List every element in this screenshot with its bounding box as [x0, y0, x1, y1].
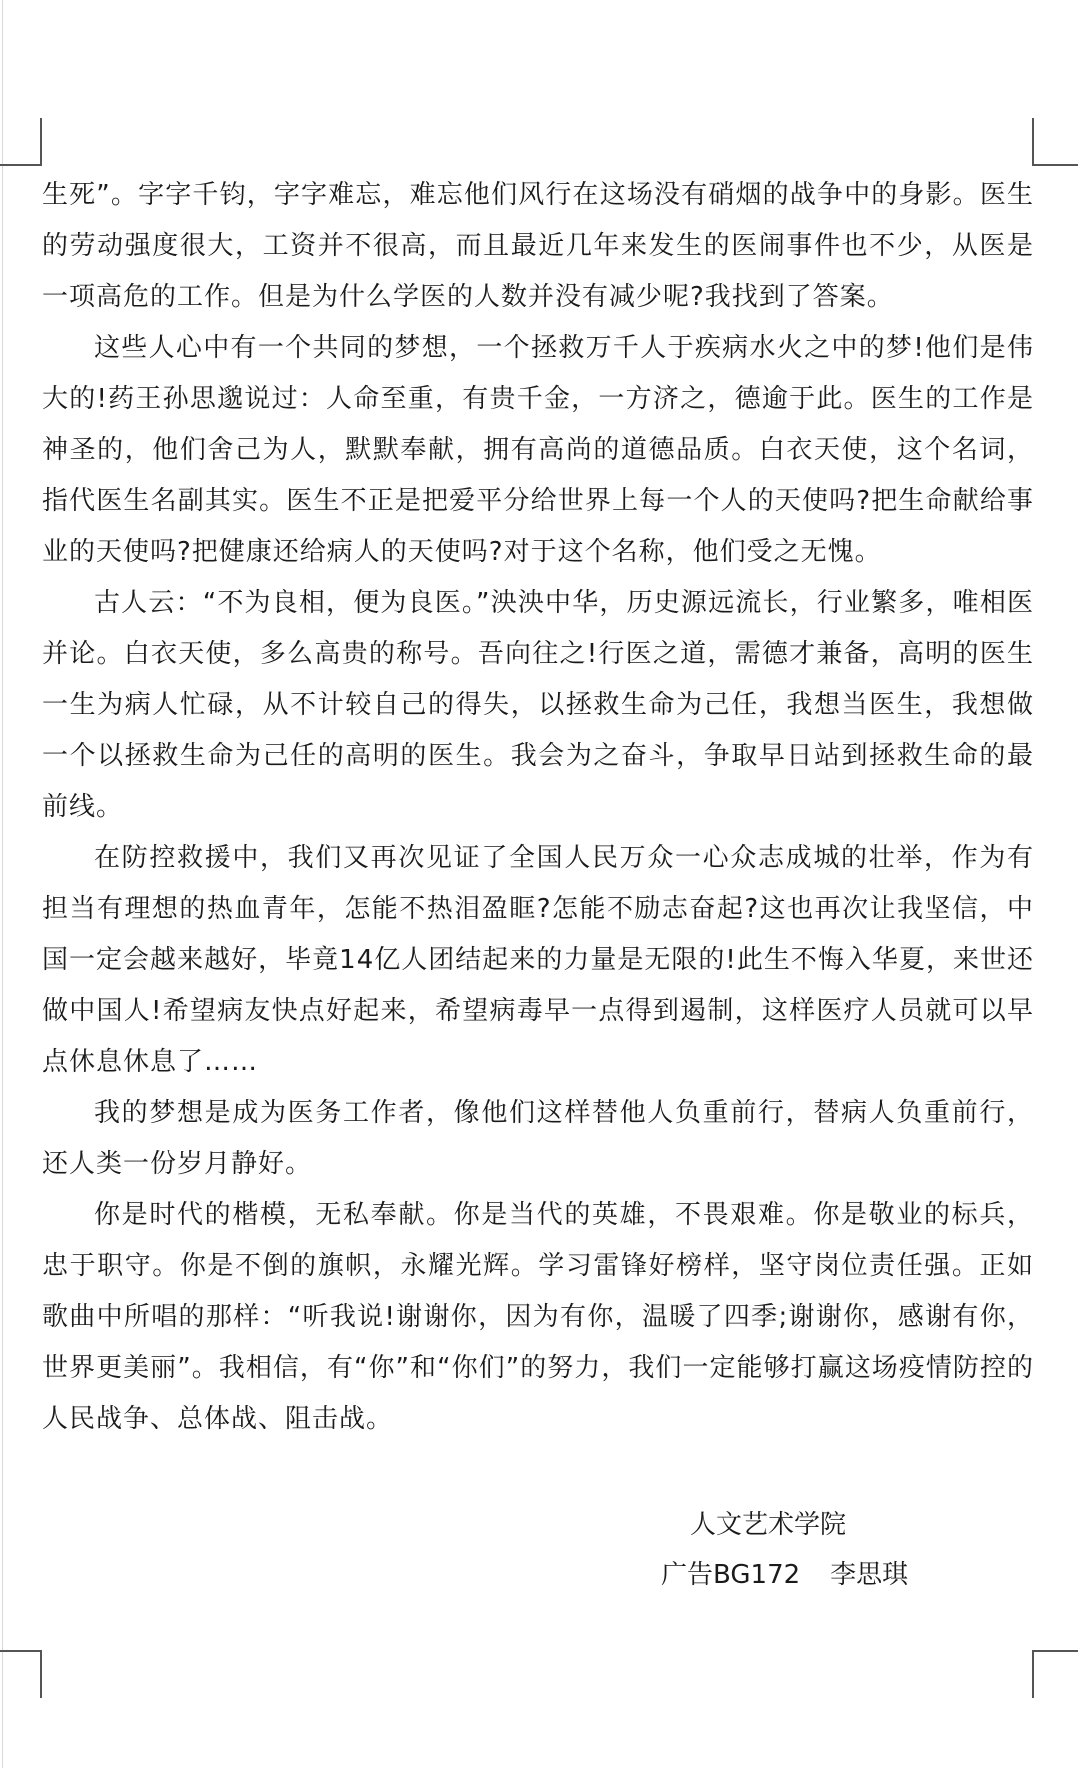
crop-mark-top-right — [1032, 118, 1078, 166]
paragraph-2: 这些人心中有一个共同的梦想，一个拯救万千人于疾病水火之中的梦!他们是伟大的!药王孙思邈说过：人命至重，有贵千金，一方济之，德逾于此。医生的工作是神圣的，他们舍己为人，默默奉献，拥有高尚的道德品质。白衣天使，这个名词，指代医生名副其实。医生不正是把爱平分给世界上每一个人的天使吗?把生命献给事业的天使吗?把健康还给病人的天使吗?对于这个名称，他们受之无愧。 — [42, 333, 1034, 567]
paragraph-6: 你是时代的楷模，无私奉献。你是当代的英雄，不畏艰难。你是敬业的标兵，忠于职守。你是不倒的旗帜，永耀光辉。学习雷锋好榜样，坚守岗位责任强。正如歌曲中所唱的那样：“听我说!谢谢你，因为有你，温暖了四季;谢谢你，感谢有你，世界更美丽”。我相信，有“你”和“你们”的努力，我们一定能够打赢这场疫情防控的人民战争、总体战、阻击战。 — [42, 1200, 1034, 1434]
page-edge-line — [2, 0, 3, 1768]
signature-class: 广告BG172 — [661, 1560, 801, 1590]
crop-mark-top-left — [0, 118, 42, 166]
signature-name: 李思琪 — [830, 1560, 909, 1590]
crop-mark-bottom-left — [0, 1650, 42, 1698]
signature-school: 人文艺术学院 — [690, 1510, 847, 1540]
paragraph-5: 我的梦想是成为医务工作者，像他们这样替他人负重前行，替病人负重前行，还人类一份岁月静好。 — [42, 1098, 1034, 1179]
paragraph-3: 古人云：“不为良相，便为良医。”泱泱中华，历史源远流长，行业繁多，唯相医并论。白衣天使，多么高贵的称号。吾向往之!行医之道，需德才兼备，高明的医生一生为病人忙碌，从不计较自己的得失，以拯救生命为己任，我想当医生，我想做一个以拯救生命为己任的高明的医生。我会为之奋斗，争取早日站到拯救生命的最前线。 — [42, 588, 1034, 822]
paragraph-1: 生死”。字字千钧，字字难忘，难忘他们风行在这场没有硝烟的战争中的身影。医生的劳动强度很大，工资并不很高，而且最近几年来发生的医闹事件也不少，从医是一项高危的工作。但是为什么学医的人数并没有减少呢?我找到了答案。 — [42, 180, 1034, 312]
crop-mark-bottom-right — [1032, 1650, 1078, 1698]
signature-class-line — [661, 1550, 908, 1600]
essay-body — [42, 170, 1034, 1445]
paragraph-4: 在防控救援中，我们又再次见证了全国人民万众一心众志成城的壮举，作为有担当有理想的热血青年，怎能不热泪盈眶?怎能不励志奋起?这也再次让我坚信，中国一定会越来越好，毕竟14亿人团结起来的力量是无限的!此生不悔入华夏，来世还做中国人!希望病友快点好起来，希望病毒早一点得到遏制，这样医疗人员就可以早点休息休息了…… — [42, 843, 1034, 1077]
